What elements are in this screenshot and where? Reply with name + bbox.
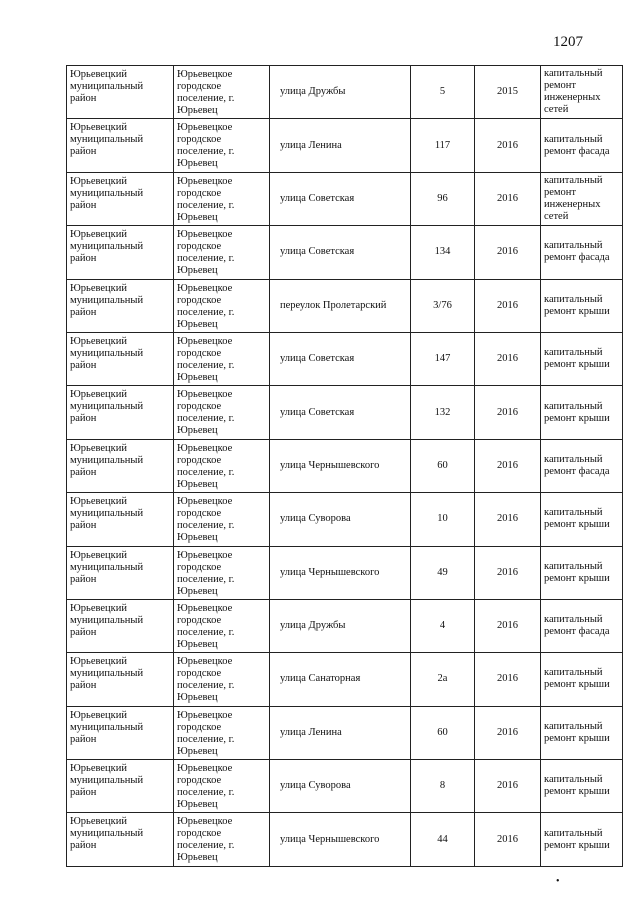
year-cell: 2016: [475, 653, 541, 706]
year-cell: 2016: [475, 546, 541, 599]
district-cell: Юрьевецкий муниципальный район: [67, 653, 174, 706]
settlement-cell: Юрьевецкое городское поселение, г. Юрьевец: [174, 813, 270, 866]
table-row: [67, 279, 623, 332]
district-cell: Юрьевецкий муниципальный район: [67, 66, 174, 119]
house-number-cell: 96: [411, 172, 475, 225]
settlement-cell: Юрьевецкое городское поселение, г. Юрьевец: [174, 493, 270, 546]
work-type-cell: капитальный ремонт фасада: [541, 226, 623, 279]
table-row: [67, 172, 623, 225]
work-type-cell: капитальный ремонт крыши: [541, 386, 623, 439]
table-row: [67, 546, 623, 599]
settlement-cell: Юрьевецкое городское поселение, г. Юрьевец: [174, 599, 270, 652]
table-row: [67, 226, 623, 279]
settlement-cell: Юрьевецкое городское поселение, г. Юрьевец: [174, 653, 270, 706]
district-cell: Юрьевецкий муниципальный район: [67, 386, 174, 439]
year-cell: 2016: [475, 119, 541, 172]
district-cell: Юрьевецкий муниципальный район: [67, 332, 174, 385]
repair-schedule-table: [66, 65, 623, 867]
street-cell: улица Советская: [270, 332, 411, 385]
table-body: [67, 66, 623, 867]
house-number-cell: 44: [411, 813, 475, 866]
settlement-cell: Юрьевецкое городское поселение, г. Юрьевец: [174, 546, 270, 599]
settlement-cell: Юрьевецкое городское поселение, г. Юрьевец: [174, 439, 270, 492]
district-cell: Юрьевецкий муниципальный район: [67, 760, 174, 813]
street-cell: улица Санаторная: [270, 653, 411, 706]
work-type-cell: капитальный ремонт инженерных сетей: [541, 172, 623, 225]
table-row: [67, 813, 623, 866]
district-cell: Юрьевецкий муниципальный район: [67, 493, 174, 546]
district-cell: Юрьевецкий муниципальный район: [67, 546, 174, 599]
settlement-cell: Юрьевецкое городское поселение, г. Юрьевец: [174, 279, 270, 332]
house-number-cell: 147: [411, 332, 475, 385]
house-number-cell: 60: [411, 439, 475, 492]
house-number-cell: 60: [411, 706, 475, 759]
settlement-cell: Юрьевецкое городское поселение, г. Юрьевец: [174, 172, 270, 225]
street-cell: переулок Пролетарский: [270, 279, 411, 332]
work-type-cell: капитальный ремонт крыши: [541, 279, 623, 332]
district-cell: Юрьевецкий муниципальный район: [67, 599, 174, 652]
street-cell: улица Ленина: [270, 119, 411, 172]
district-cell: Юрьевецкий муниципальный район: [67, 119, 174, 172]
district-cell: Юрьевецкий муниципальный район: [67, 226, 174, 279]
house-number-cell: 132: [411, 386, 475, 439]
settlement-cell: Юрьевецкое городское поселение, г. Юрьевец: [174, 386, 270, 439]
year-cell: 2016: [475, 760, 541, 813]
house-number-cell: 8: [411, 760, 475, 813]
district-cell: Юрьевецкий муниципальный район: [67, 813, 174, 866]
year-cell: 2016: [475, 279, 541, 332]
table-row: [67, 493, 623, 546]
street-cell: улица Чернышевского: [270, 546, 411, 599]
table-row: [67, 386, 623, 439]
work-type-cell: капитальный ремонт крыши: [541, 493, 623, 546]
year-cell: 2016: [475, 172, 541, 225]
year-cell: 2016: [475, 332, 541, 385]
table-row: [67, 653, 623, 706]
house-number-cell: 3/76: [411, 279, 475, 332]
street-cell: улица Суворова: [270, 493, 411, 546]
house-number-cell: 134: [411, 226, 475, 279]
work-type-cell: капитальный ремонт инженерных сетей: [541, 66, 623, 119]
settlement-cell: Юрьевецкое городское поселение, г. Юрьевец: [174, 332, 270, 385]
work-type-cell: капитальный ремонт крыши: [541, 813, 623, 866]
work-type-cell: капитальный ремонт фасада: [541, 599, 623, 652]
scan-dot: •: [556, 876, 560, 887]
district-cell: Юрьевецкий муниципальный район: [67, 706, 174, 759]
district-cell: Юрьевецкий муниципальный район: [67, 172, 174, 225]
district-cell: Юрьевецкий муниципальный район: [67, 279, 174, 332]
house-number-cell: 4: [411, 599, 475, 652]
year-cell: 2016: [475, 439, 541, 492]
house-number-cell: 2а: [411, 653, 475, 706]
table-row: [67, 332, 623, 385]
table-row: [67, 599, 623, 652]
street-cell: улица Советская: [270, 386, 411, 439]
year-cell: 2016: [475, 706, 541, 759]
house-number-cell: 117: [411, 119, 475, 172]
street-cell: улица Советская: [270, 226, 411, 279]
repair-schedule-table-wrapper: [66, 65, 623, 867]
street-cell: улица Чернышевского: [270, 439, 411, 492]
work-type-cell: капитальный ремонт крыши: [541, 653, 623, 706]
street-cell: улица Чернышевского: [270, 813, 411, 866]
table-row: [67, 706, 623, 759]
street-cell: улица Дружбы: [270, 599, 411, 652]
street-cell: улица Советская: [270, 172, 411, 225]
street-cell: улица Суворова: [270, 760, 411, 813]
house-number-cell: 5: [411, 66, 475, 119]
settlement-cell: Юрьевецкое городское поселение, г. Юрьевец: [174, 760, 270, 813]
year-cell: 2016: [475, 813, 541, 866]
table-row: [67, 119, 623, 172]
table-row: [67, 760, 623, 813]
work-type-cell: капитальный ремонт крыши: [541, 332, 623, 385]
settlement-cell: Юрьевецкое городское поселение, г. Юрьевец: [174, 706, 270, 759]
work-type-cell: капитальный ремонт крыши: [541, 760, 623, 813]
settlement-cell: Юрьевецкое городское поселение, г. Юрьевец: [174, 66, 270, 119]
settlement-cell: Юрьевецкое городское поселение, г. Юрьевец: [174, 119, 270, 172]
year-cell: 2016: [475, 493, 541, 546]
settlement-cell: Юрьевецкое городское поселение, г. Юрьевец: [174, 226, 270, 279]
house-number-cell: 10: [411, 493, 475, 546]
year-cell: 2016: [475, 599, 541, 652]
page-number: 1207: [553, 34, 583, 50]
year-cell: 2015: [475, 66, 541, 119]
street-cell: улица Ленина: [270, 706, 411, 759]
year-cell: 2016: [475, 226, 541, 279]
district-cell: Юрьевецкий муниципальный район: [67, 439, 174, 492]
year-cell: 2016: [475, 386, 541, 439]
house-number-cell: 49: [411, 546, 475, 599]
table-row: [67, 439, 623, 492]
table-row: [67, 66, 623, 119]
work-type-cell: капитальный ремонт фасада: [541, 439, 623, 492]
work-type-cell: капитальный ремонт крыши: [541, 546, 623, 599]
work-type-cell: капитальный ремонт фасада: [541, 119, 623, 172]
street-cell: улица Дружбы: [270, 66, 411, 119]
work-type-cell: капитальный ремонт крыши: [541, 706, 623, 759]
